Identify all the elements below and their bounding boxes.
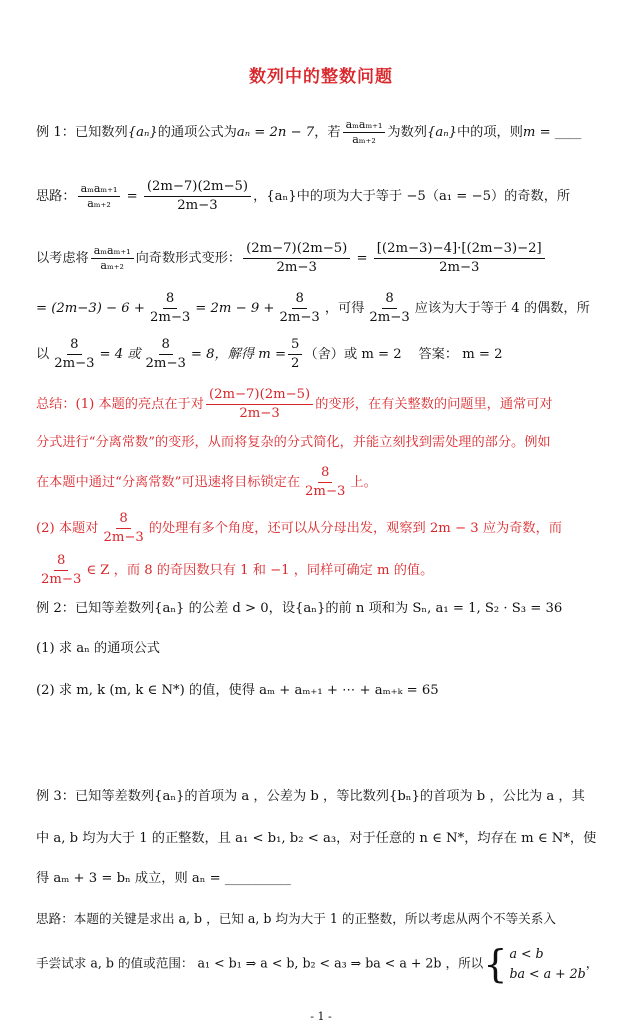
text: 以 <box>36 347 50 362</box>
text: 在本题中通过“分离常数”可迅速将目标锁定在 <box>36 475 301 490</box>
text: ∈ Z ，而 8 的奇因数只有 1 和 −1 ，同样可确定 m 的值。 <box>86 563 434 578</box>
denominator: 2m−3 <box>149 310 191 325</box>
summary-line-3 <box>36 464 606 501</box>
idea-1-line-2: 以考虑将 $\frac{\text{aₘaₘ₊₁}}{\text{aₘ₊₂}}$ 向奇数形式变形： $\frac{(2m-7)(2m-5)}{2m-3}$ = $\frac{[(2m-3)-4]\cdot[(2m-3)-2]}{2m-3}$ <box>36 240 606 277</box>
example-1-stem <box>36 118 606 147</box>
example-2-stem: 例 2：已知等差数列{aₙ} 的公差 d > 0，设{aₙ}的前 n 项和为 Sₙ, a₁ = 1, S₂ · S₃ = 36 <box>36 601 563 616</box>
fraction <box>276 290 322 327</box>
sequence-symbol: {aₙ} <box>127 125 158 140</box>
numerator: 8 <box>159 336 173 355</box>
fraction <box>366 290 412 327</box>
numerator: (2m−7)(2m−5) <box>144 178 251 197</box>
summary-line-2: 分式进行“分离常数”的变形，从而将复杂的分式简化，并能立刻找到需处理的部分。例如 <box>36 435 551 450</box>
example-2-question-1: (1) 求 aₙ 的通项公式 <box>36 641 160 656</box>
numerator: (2m−7)(2m−5) <box>243 240 350 259</box>
system-rows <box>509 944 585 984</box>
example-3-line-1: 例 3：已知等差数列{aₙ}的首项为 a ，公差为 b ，等比数列{bₙ}的首项为 b ，公比为 a ，其 <box>36 789 585 804</box>
left-brace: { <box>483 944 508 984</box>
idea-1-line-1: 思路： $\frac{\text{aₘaₘ₊₁}}{\text{aₘ₊₂}}$ = $\frac{(2m-7)(2m-5)}{2m-3}$ ，{aₙ}中的项为大于等于 −5（a₁ = −5）的奇数，所 <box>36 179 571 213</box>
fraction <box>374 240 545 277</box>
denominator: 2m−3 <box>177 198 218 213</box>
idea-1-line-3 <box>36 290 606 327</box>
text: 向奇数形式变形： <box>135 251 242 266</box>
document-title: 数列中的整数问题 <box>249 67 393 87</box>
blank-answer: m = ____ <box>522 125 582 140</box>
denominator: 2m−3 <box>239 406 280 421</box>
text: 为数列 <box>387 125 427 140</box>
denominator: 2m−3 <box>369 310 410 325</box>
numerator: 8 <box>318 464 332 483</box>
denominator: aₘ₊₂ <box>87 197 111 210</box>
denominator: 2m−3 <box>145 356 186 371</box>
fraction <box>147 290 193 327</box>
text: 的通项公式为 <box>157 125 237 140</box>
numerator: (2m−7)(2m−5) <box>206 386 313 405</box>
text: 的变形，在有关整数的问题里，通常可对 <box>315 397 553 412</box>
numerator: aₘaₘ₊₁ <box>343 118 386 133</box>
denominator: 2 <box>291 356 300 371</box>
fraction <box>302 464 348 501</box>
fraction <box>51 336 97 373</box>
text: 的处理有多个角度，还可以从分母出发，观察到 2m − 3 应为奇数，而 <box>148 521 562 536</box>
fraction <box>91 244 134 273</box>
text: 手尝试求 a, b 的值或范围： a₁ < b₁ ⇒ a < b, b₂ < a₃ ⇒ ba < a + 2b ，所以 <box>36 955 484 971</box>
denominator: 2m−3 <box>439 260 480 275</box>
denominator: 2m−3 <box>305 484 346 499</box>
sequence-symbol: {aₙ} <box>426 125 457 140</box>
numerator: 8 <box>292 290 306 309</box>
summary-line-5 <box>36 552 606 589</box>
numerator: aₘaₘ₊₁ <box>91 244 134 259</box>
expression: = (2m−3) − 6 + <box>36 301 145 316</box>
expression: = 2m − 9 + <box>195 301 275 316</box>
summary-line-1 <box>36 386 606 423</box>
expression: = 8，解得 m = <box>190 347 287 362</box>
numerator: [(2m−3)−4]·[(2m−3)−2] <box>374 240 545 259</box>
answer: 答案： m = 2 <box>418 347 503 362</box>
example-1-label: 例 1： <box>36 125 75 140</box>
idea-3-line-2 <box>36 944 606 984</box>
inequality-system <box>483 944 585 984</box>
text: 总结：(1) 本题的亮点在于对 <box>36 397 204 412</box>
denominator: aₘ₊₂ <box>352 133 376 146</box>
numerator: 8 <box>382 290 396 309</box>
fraction <box>144 178 251 215</box>
text: ，若 <box>314 125 341 140</box>
text: 应该为大于等于 4 的偶数，所 <box>414 301 590 316</box>
fraction <box>38 552 84 589</box>
text: 以考虑将 <box>36 251 89 266</box>
example-2-question-2: (2) 求 m, k (m, k ∈ N*) 的值，使得 aₘ + aₘ₊₁ + ⋯ + aₘ₊ₖ = 65 <box>36 683 439 698</box>
text: 已知数列 <box>74 125 128 140</box>
idea-label: 思路： <box>36 189 76 204</box>
example-3-line-3: 得 aₘ + 3 = bₙ 成立，则 aₙ = __________ <box>36 871 291 886</box>
denominator: 2m−3 <box>279 310 320 325</box>
fraction <box>206 386 313 423</box>
numerator: 8 <box>163 290 177 309</box>
inequality-2: ba < a + 2b <box>509 966 586 981</box>
text: （舍）或 m = 2 <box>304 347 402 362</box>
text: ，可得 <box>324 301 365 316</box>
fraction <box>343 118 386 147</box>
text: 上。 <box>350 475 377 490</box>
text: (2) 本题对 <box>36 521 99 536</box>
denominator: 2m−3 <box>54 356 95 371</box>
fraction <box>78 182 121 211</box>
expression: = 4 或 <box>99 347 141 362</box>
example-3-line-2: 中 a, b 均为大于 1 的正整数，且 a₁ < b₁, b₂ < a₃，对于任意的 n ∈ N*，均存在 m ∈ N*，使 <box>36 831 597 846</box>
numerator: aₘaₘ₊₁ <box>78 182 121 197</box>
numerator: 8 <box>67 336 81 355</box>
fraction <box>243 240 350 277</box>
numerator: 8 <box>54 552 68 571</box>
denominator: aₘ₊₂ <box>100 259 124 272</box>
denominator: 2m−3 <box>276 260 317 275</box>
fraction <box>143 336 189 373</box>
denominator: 2m−3 <box>103 530 144 545</box>
inequality-1: a < b <box>509 946 544 961</box>
numerator: 5 <box>288 336 302 355</box>
fraction <box>288 336 302 373</box>
idea-1-line-4 <box>36 336 606 373</box>
fraction <box>100 510 146 547</box>
page-number: - 1 - <box>310 1010 332 1023</box>
text: ，{aₙ}中的项为大于等于 −5（a₁ = −5）的奇数，所 <box>253 189 571 204</box>
formula: aₙ = 2n − 7 <box>236 125 315 140</box>
text: ， <box>585 955 599 971</box>
numerator: 8 <box>116 510 130 529</box>
denominator: 2m−3 <box>41 572 82 587</box>
idea-3-line-1: 思路：本题的关键是求出 a, b ，已知 a, b 均为大于 1 的正整数，所以考虑从两个不等关系入 <box>36 911 556 926</box>
text: 中的项，则 <box>456 125 523 140</box>
summary-line-4 <box>36 510 606 547</box>
